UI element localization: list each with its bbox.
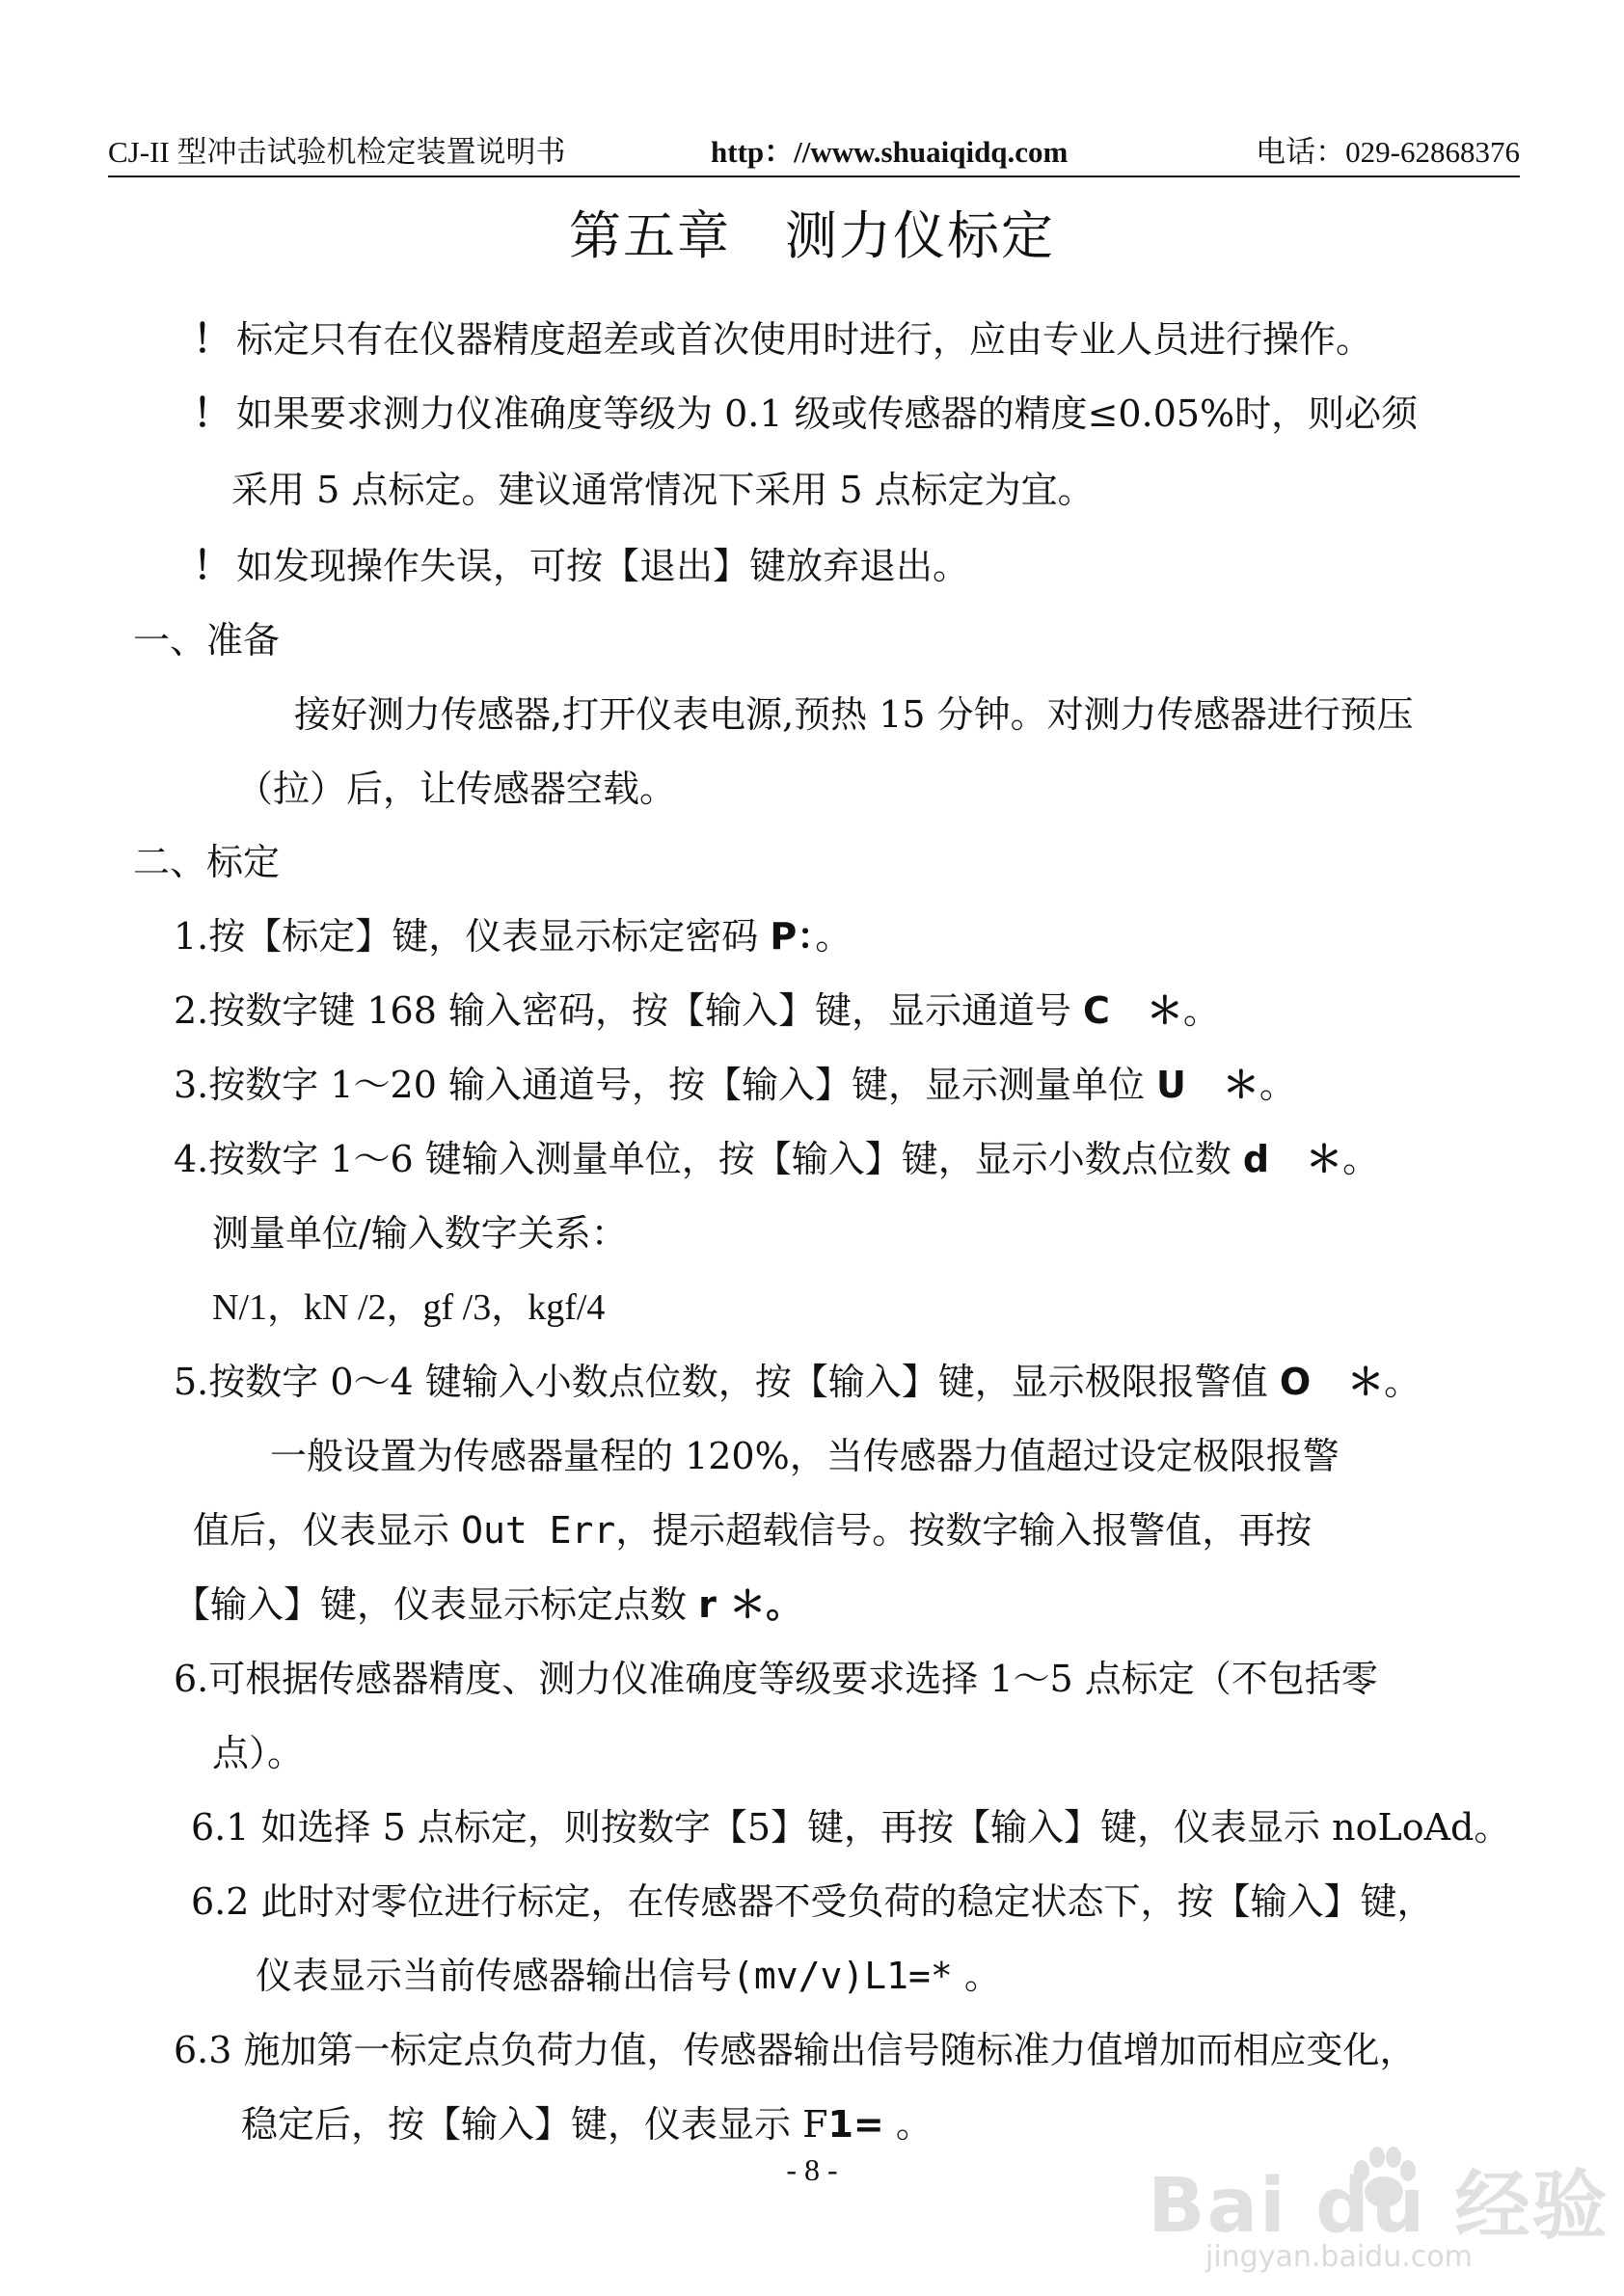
step-5-end: 。 xyxy=(1384,1361,1421,1403)
detail-text: 值后，仪表显示 xyxy=(193,1509,462,1552)
display-code: U ＊ xyxy=(1156,1064,1259,1106)
display-code: r ＊ xyxy=(698,1583,767,1626)
unit-map: N/1，kN /2，gf /3，kgf/4 xyxy=(212,1287,606,1328)
detail-text: ，提示超载信号。按数字输入报警值，再按 xyxy=(615,1509,1313,1552)
note-2: 如果要求测力仪准确度等级为 0.1 级或传感器的精度≤0.05%时，则必须 xyxy=(236,392,1419,435)
step-5 xyxy=(174,1357,1421,1407)
header-phone: 电话：029-62868376 xyxy=(1256,135,1520,169)
header-url[interactable]: http：//www.shuaiqidq.com xyxy=(711,135,1069,169)
step-1-text: 1.按【标定】键，仪表显示标定密码 xyxy=(174,915,771,958)
display-code: O ＊ xyxy=(1279,1361,1385,1403)
warning-icon: ！ xyxy=(193,316,231,362)
detail-text: 稳定后，按【输入】键，仪表显示 F xyxy=(241,2103,828,2146)
watermark-url: jingyan.baidu.com xyxy=(1205,2240,1473,2274)
step-6-2-line-2 xyxy=(256,1951,1001,2001)
display-code: Out Err xyxy=(461,1509,616,1552)
step-4-text: 4.按数字 1～6 键输入测量单位，按【输入】键，显示小数点位数 xyxy=(174,1138,1243,1180)
step-3-text: 3.按数字 1～20 输入通道号，按【输入】键，显示测量单位 xyxy=(174,1064,1157,1106)
note-3: 如发现操作失误，可按【退出】键放弃退出。 xyxy=(236,545,970,587)
step-3-end: 。 xyxy=(1259,1064,1296,1106)
note-1: 标定只有在仪器精度超差或首次使用时进行，应由专业人员进行操作。 xyxy=(236,318,1373,361)
step-6-line-1: 6.可根据传感器精度、测力仪准确度等级要求选择 1～5 点标定（不包括零 xyxy=(174,1658,1378,1700)
step-6-3-line-1: 6.3 施加第一标定点负荷力值，传感器输出信号随标准力值增加而相应变化， xyxy=(174,2029,1417,2071)
prepare-line-2: （拉）后，让传感器空载。 xyxy=(236,768,677,810)
step-1 xyxy=(174,911,852,961)
step-3 xyxy=(174,1060,1296,1110)
detail-text: 。 xyxy=(952,1955,1001,1997)
step-2-text: 2.按数字键 168 输入密码，按【输入】键，显示通道号 xyxy=(174,989,1084,1032)
step-6-3-line-2 xyxy=(241,2099,933,2149)
step-2-end: 。 xyxy=(1182,989,1220,1032)
step-6-2-line-1: 6.2 此时对零位进行标定，在传感器不受负荷的稳定状态下，按【输入】键， xyxy=(191,1880,1434,1923)
step-5-text: 5.按数字 0～4 键输入小数点位数，按【输入】键，显示极限报警值 xyxy=(174,1361,1280,1403)
step-4 xyxy=(174,1134,1379,1184)
section-heading-prepare: 一、准备 xyxy=(133,619,281,662)
page-number: - 8 - xyxy=(786,2152,838,2187)
unit-map-heading: 测量单位/输入数字关系： xyxy=(212,1212,628,1255)
running-header xyxy=(108,133,1520,177)
chapter-title: 第五章 测力仪标定 xyxy=(569,205,1055,266)
step-5-detail-2 xyxy=(193,1505,1312,1555)
display-code: 1= xyxy=(827,2103,884,2146)
detail-text: 。 xyxy=(883,2103,933,2146)
detail-text: 仪表显示当前传感器输出信号 xyxy=(256,1955,733,1997)
baidu-watermark xyxy=(1148,2126,1610,2281)
step-6-1: 6.1 如选择 5 点标定，则按数字【5】键，再按【输入】键，仪表显示 noLoAd。 xyxy=(191,1806,1511,1849)
header-doc-title: CJ-II 型冲击试验机检定装置说明书 xyxy=(108,135,566,169)
step-2 xyxy=(174,986,1220,1036)
watermark-brand: Bai du 经验 xyxy=(1148,2163,1610,2250)
note-2-continued: 采用 5 点标定。建议通常情况下采用 5 点标定为宜。 xyxy=(231,469,1095,511)
warning-icon: ！ xyxy=(193,391,231,436)
display-code: C ＊ xyxy=(1083,989,1183,1032)
display-code: d ＊ xyxy=(1242,1138,1343,1180)
display-code: (mv/v)L1=* xyxy=(732,1955,953,1997)
step-4-end: 。 xyxy=(1342,1138,1380,1180)
step-6-line-2: 点）。 xyxy=(212,1732,305,1774)
detail-text: 【输入】键，仪表显示标定点数 xyxy=(174,1583,699,1626)
step-5-detail-1: 一般设置为传感器量程的 120%，当传感器力值超过设定极限报警 xyxy=(270,1435,1340,1477)
step-5-detail-3 xyxy=(174,1580,802,1630)
display-code: P： xyxy=(770,915,816,958)
section-heading-calibrate: 二、标定 xyxy=(133,841,281,883)
detail-text: 。 xyxy=(766,1583,803,1626)
step-1-end: 。 xyxy=(815,915,853,958)
prepare-line-1: 接好测力传感器,打开仪表电源,预热 15 分钟。对测力传感器进行预压 xyxy=(294,693,1414,736)
warning-icon: ！ xyxy=(193,543,231,588)
